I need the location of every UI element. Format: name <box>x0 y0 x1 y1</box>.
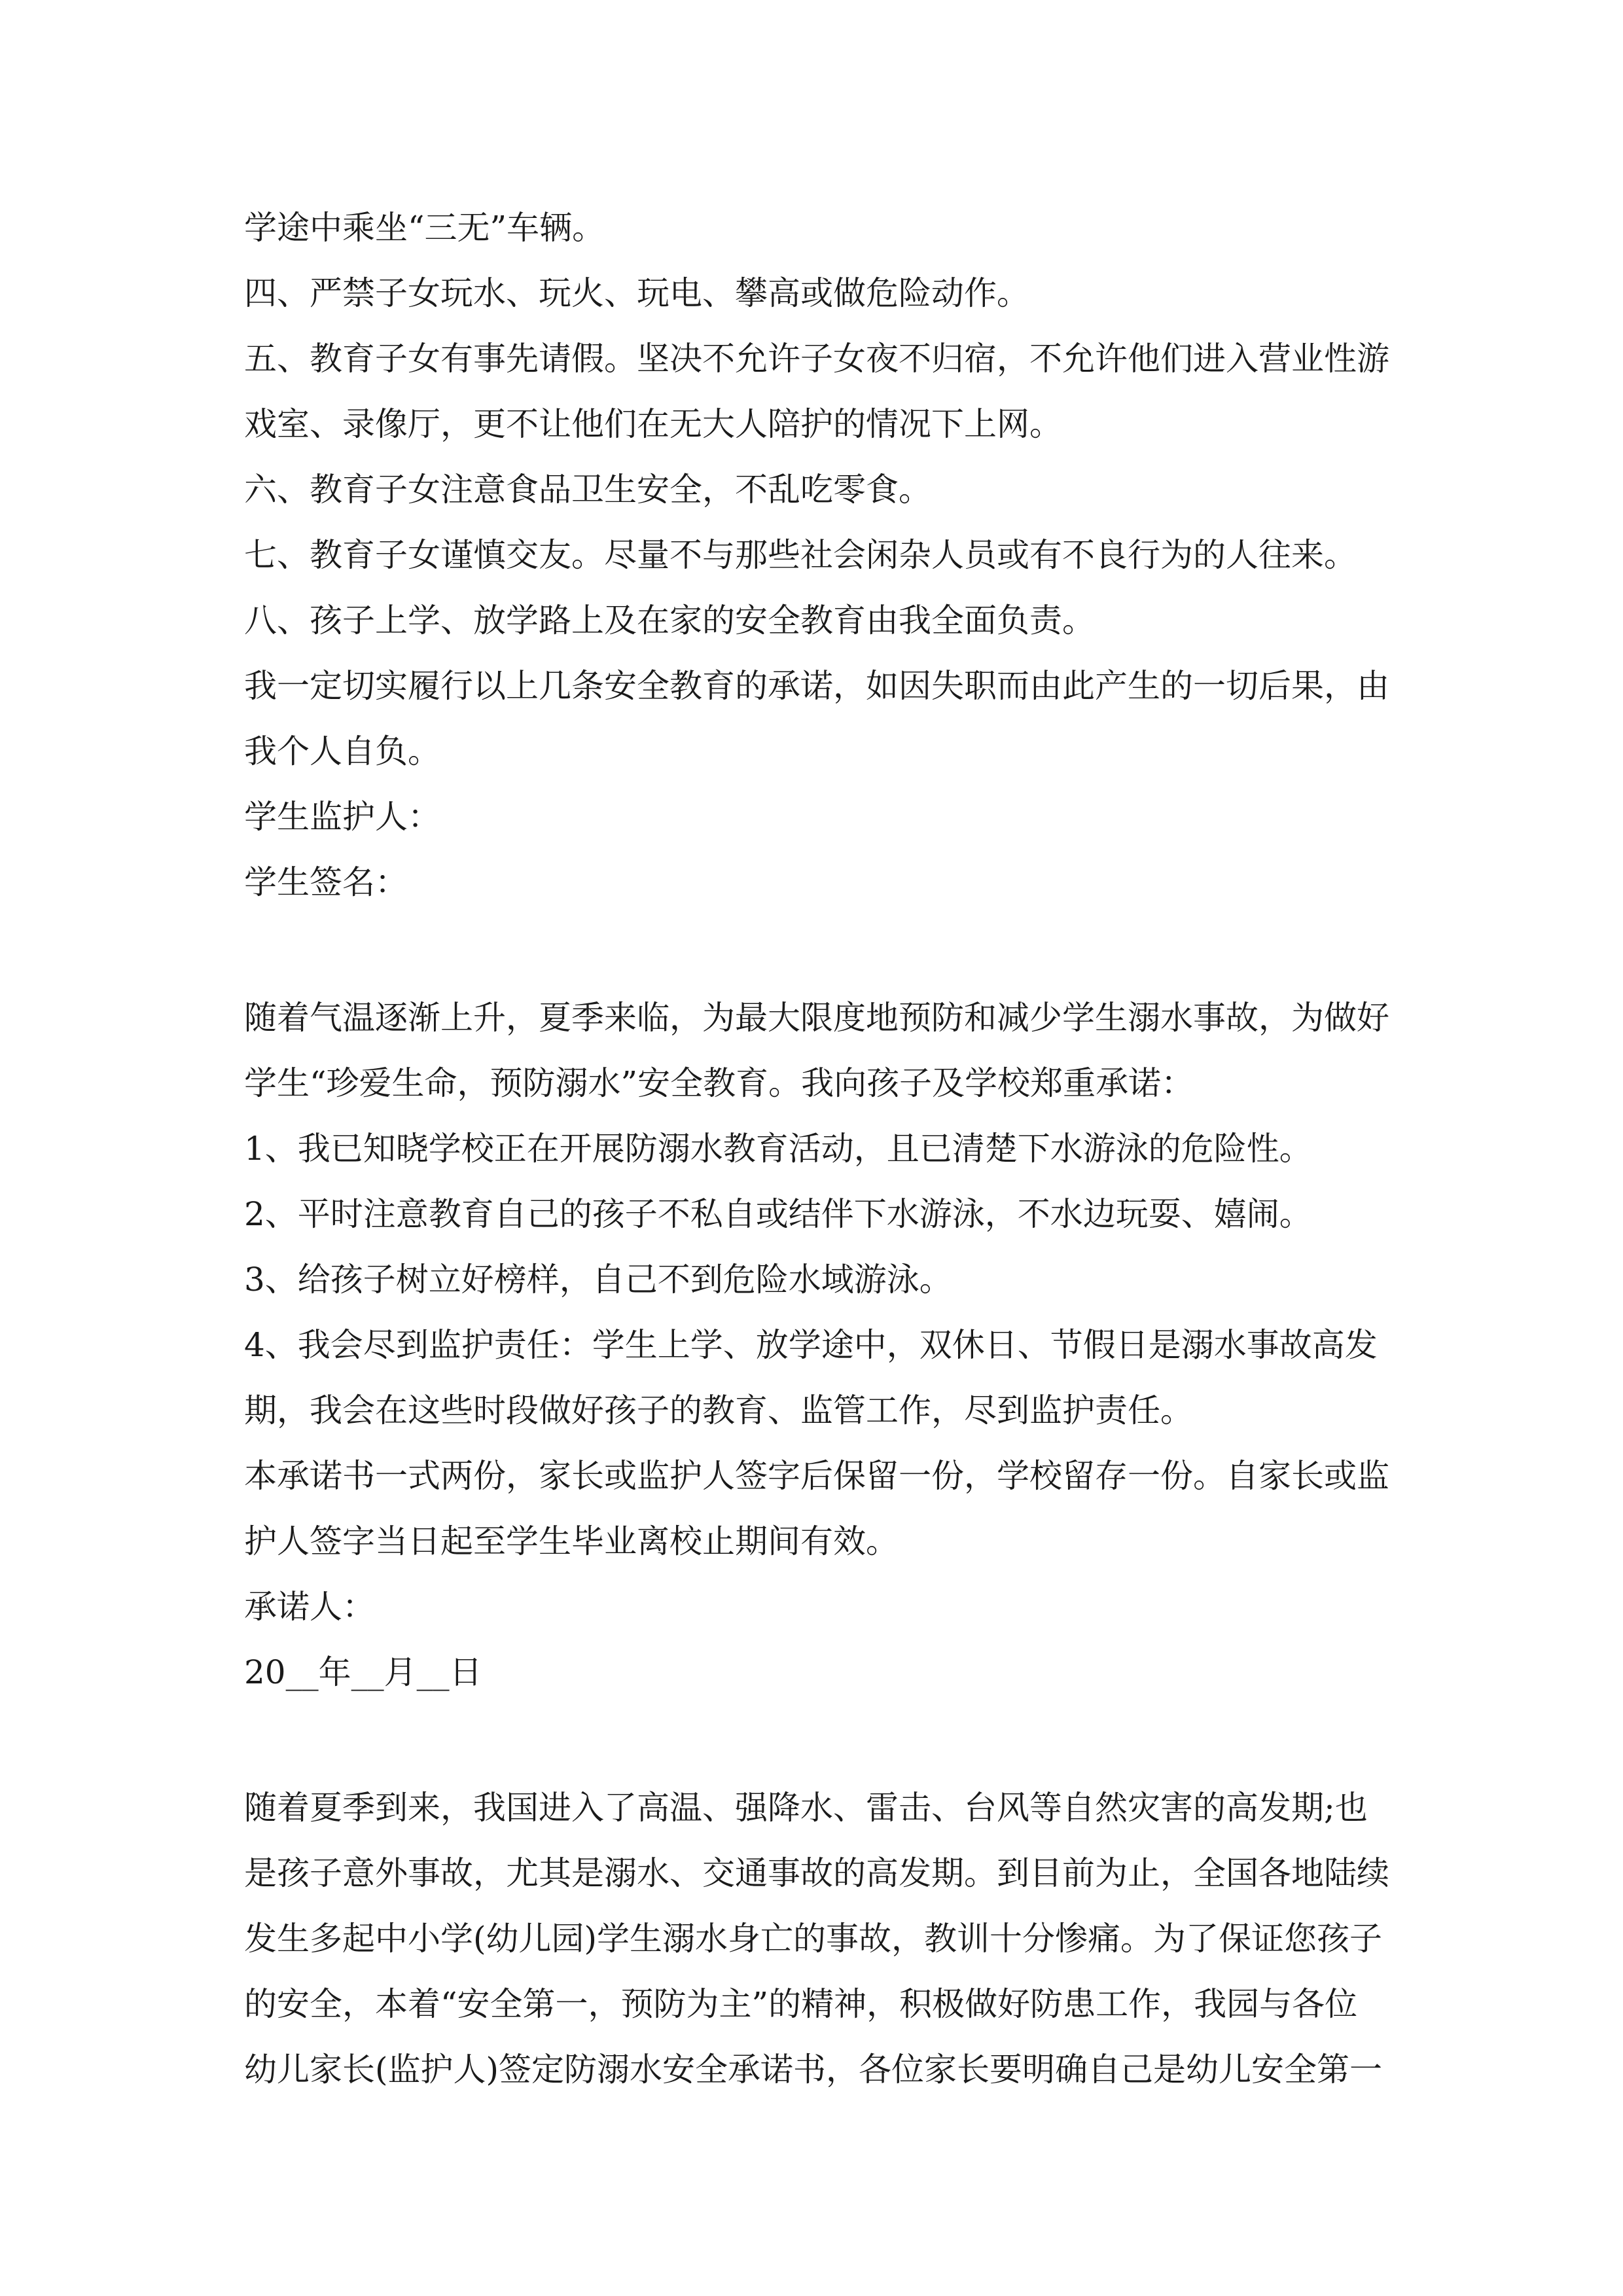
text-line: 的安全，本着“安全第一，预防为主”的精神，积极做好防患工作，我园与各位 <box>244 1985 1358 2023</box>
text-line: 随着夏季到来，我国进入了高温、强降水、雷击、台风等自然灾害的高发期;也 <box>244 1789 1368 1827</box>
text-line: 学生“珍爱生命，预防溺水”安全教育。我向孩子及学校郑重承诺： <box>244 1064 1194 1102</box>
section-spacer <box>244 1705 1396 1775</box>
text-line: 学途中乘坐“三无”车辆。 <box>244 209 605 247</box>
text-line: 六、教育子女注意食品卫生安全，不乱吃零食。 <box>244 471 931 509</box>
text-line: 随着气温逐渐上升，夏季来临，为最大限度地预防和减少学生溺水事故，为做好 <box>244 999 1389 1037</box>
text-line: 我一定切实履行以上几条安全教育的承诺，如因失职而由此产生的一切后果，由 <box>244 667 1389 705</box>
text-line: 发生多起中小学(幼儿园)学生溺水身亡的事故，教训十分惨痛。为了保证您孩子 <box>244 1920 1383 1958</box>
text-line: 戏室、录像厅，更不让他们在无大人陪护的情况下上网。 <box>244 405 1062 443</box>
document-body <box>244 195 1396 2102</box>
text-line: 本承诺书一式两份，家长或监护人签字后保留一份，学校留存一份。自家长或监 <box>244 1457 1389 1495</box>
text-line: 四、严禁子女玩水、玩火、玩电、攀高或做危险动作。 <box>244 274 1029 312</box>
text-line: 幼儿家长(监护人)签定防溺水安全承诺书，各位家长要明确自己是幼儿安全第一 <box>244 2051 1383 2089</box>
promisor-label: 承诺人： <box>244 1588 375 1626</box>
text-line: 期，我会在这些时段做好孩子的教育、监管工作，尽到监护责任。 <box>244 1391 1193 1429</box>
text-line: 是孩子意外事故，尤其是溺水、交通事故的高发期。到目前为止，全国各地陆续 <box>244 1854 1389 1892</box>
text-line: 1、我已知晓学校正在开展防溺水教育活动，且已清楚下水游泳的危险性。 <box>244 1130 1312 1168</box>
guardian-label: 学生监护人： <box>244 798 440 836</box>
text-line: 3、给孩子树立好榜样，自己不到危险水域游泳。 <box>244 1261 952 1299</box>
text-line: 五、教育子女有事先请假。坚决不允许子女夜不归宿，不允许他们进入营业性游 <box>244 340 1389 378</box>
text-line: 2、平时注意教育自己的孩子不私自或结伴下水游泳，不水边玩耍、嬉闹。 <box>244 1195 1312 1233</box>
student-signature-label: 学生签名： <box>244 863 408 901</box>
section-spacer <box>244 915 1396 985</box>
text-line: 护人签字当日起至学生毕业离校止期间有效。 <box>244 1522 899 1560</box>
text-line: 七、教育子女谨慎交友。尽量不与那些社会闲杂人员或有不良行为的人往来。 <box>244 536 1357 574</box>
date-line: 20__年__月__日 <box>244 1653 482 1691</box>
text-line: 我个人自负。 <box>244 732 440 770</box>
text-line: 4、我会尽到监护责任：学生上学、放学途中，双休日、节假日是溺水事故高发 <box>244 1326 1378 1364</box>
text-line: 八、孩子上学、放学路上及在家的安全教育由我全面负责。 <box>244 601 1095 639</box>
